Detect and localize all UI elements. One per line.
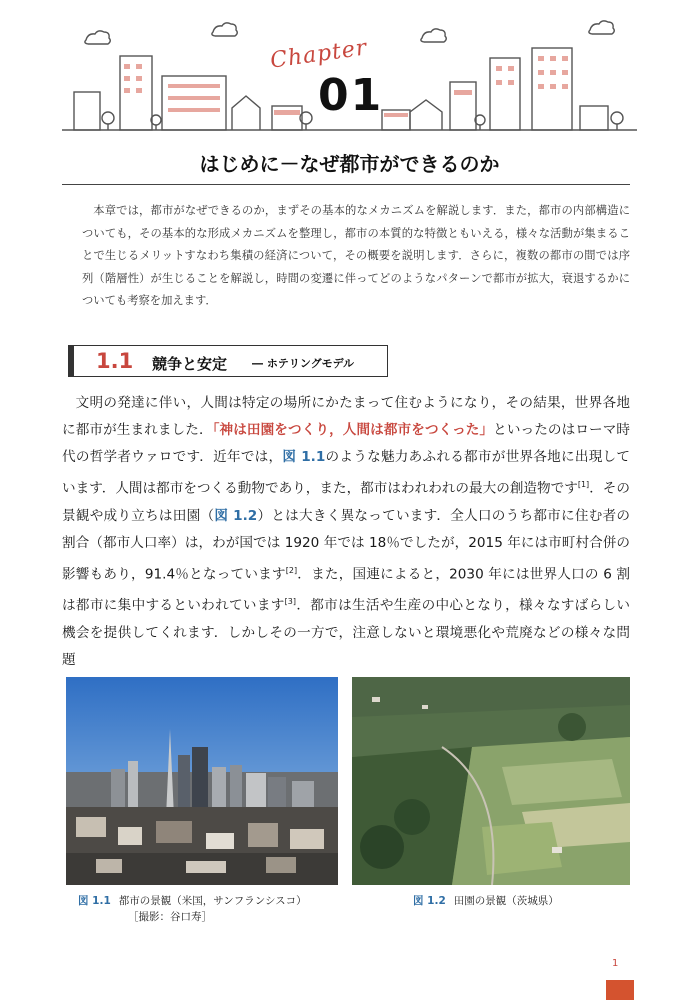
title-divider xyxy=(62,184,630,185)
section-title: 競争と安定 xyxy=(152,355,228,373)
body-text-run: ．都市は生活や生産の中心となり，様々なすばらしい機会を提供してくれます．しかしその一方で，注意しないと環境悪化や荒廃などの様々な問題 xyxy=(62,597,631,668)
body-text-run: ．また，国連によると，2030 年には世界人口の 6 割は都市に集中するといわれています xyxy=(62,566,630,614)
chapter-number: 01 xyxy=(318,70,384,121)
citation-reference[interactable]: [2] xyxy=(285,565,298,575)
section-subtitle: ― ホテリングモデル xyxy=(252,357,355,370)
cloud-icon xyxy=(589,21,614,34)
figure-caption xyxy=(413,893,633,909)
cloud-icon xyxy=(85,31,110,44)
body-paragraph xyxy=(62,390,630,674)
city-skyline-photo xyxy=(66,677,338,885)
body-text-run: 文明の発達に伴い，人間は特定の場所にかたまって住むようになり，その結果，世界各地に都市が生まれました． xyxy=(62,395,630,438)
section-number: 1.1 xyxy=(96,349,134,373)
page-tab-marker xyxy=(606,980,634,1000)
body-text-run: のような魅力あふれる都市が世界各地に出現しています．人間は都市をつくる動物であり，また，都市はわれわれの最大の創造物です xyxy=(62,449,630,497)
body-text-run: ）とは大きく異なっています．全人口のうち都市に住む者の割合（都市人口率）は，わが国では 1920 年では 18％でしたが，2015 年には市町村合併の影響もあり，91.4％となっています xyxy=(62,507,630,583)
quote-text: 「神は田園をつくり，人間は都市をつくった」 xyxy=(212,422,494,438)
photo-credit: ［撮影：谷口寿］ xyxy=(128,911,212,923)
chapter-script-label: Chapter xyxy=(268,35,369,74)
cloud-icon xyxy=(421,29,446,42)
cloud-icon xyxy=(212,23,237,36)
section-heading xyxy=(68,345,388,377)
citation-reference[interactable]: [1] xyxy=(577,480,590,489)
figure-caption-text: 田園の景観（茨城県） xyxy=(453,895,559,907)
tree-icon xyxy=(611,112,623,130)
figure-number: 図 1.1 xyxy=(78,895,111,907)
body-text-run: ．その景観や成り立ちは田園（ xyxy=(62,480,630,524)
figure-caption-text: 都市の景観（米国，サンフランシスコ） xyxy=(118,895,307,907)
citation-reference[interactable]: [3] xyxy=(284,597,297,607)
chapter-intro: 本章では，都市がなぜできるのか，まずその基本的なメカニズムを解説します．また，都市の内部構造についても，その基本的な形成メカニズムを整理し，都市の本質的な特徴ともいえる，様々な活動が集まることで生じるメリットすなわち集積の経済について，その概要を説明します．さらに，複数の都市の間では序列（階層性）が生じることを解説し，時間の変遷に伴ってどのようなパターンで都市が拡大，衰退するかについても考察を加えます． xyxy=(82,204,630,307)
figure-reference-link[interactable]: 図 1.2 xyxy=(214,507,258,524)
figure-reference-link[interactable]: 図 1.1 xyxy=(282,449,326,465)
tree-icon xyxy=(102,112,114,130)
chapter-title: はじめに－なぜ都市ができるのか xyxy=(199,152,500,176)
figure-number: 図 1.2 xyxy=(413,895,446,907)
body-text-run: といったのはローマ時代の哲学者ウァロです．近年では， xyxy=(62,422,630,465)
page-number: 1 xyxy=(612,958,619,969)
rural-landscape-photo xyxy=(352,677,630,885)
figure-caption xyxy=(78,893,348,925)
